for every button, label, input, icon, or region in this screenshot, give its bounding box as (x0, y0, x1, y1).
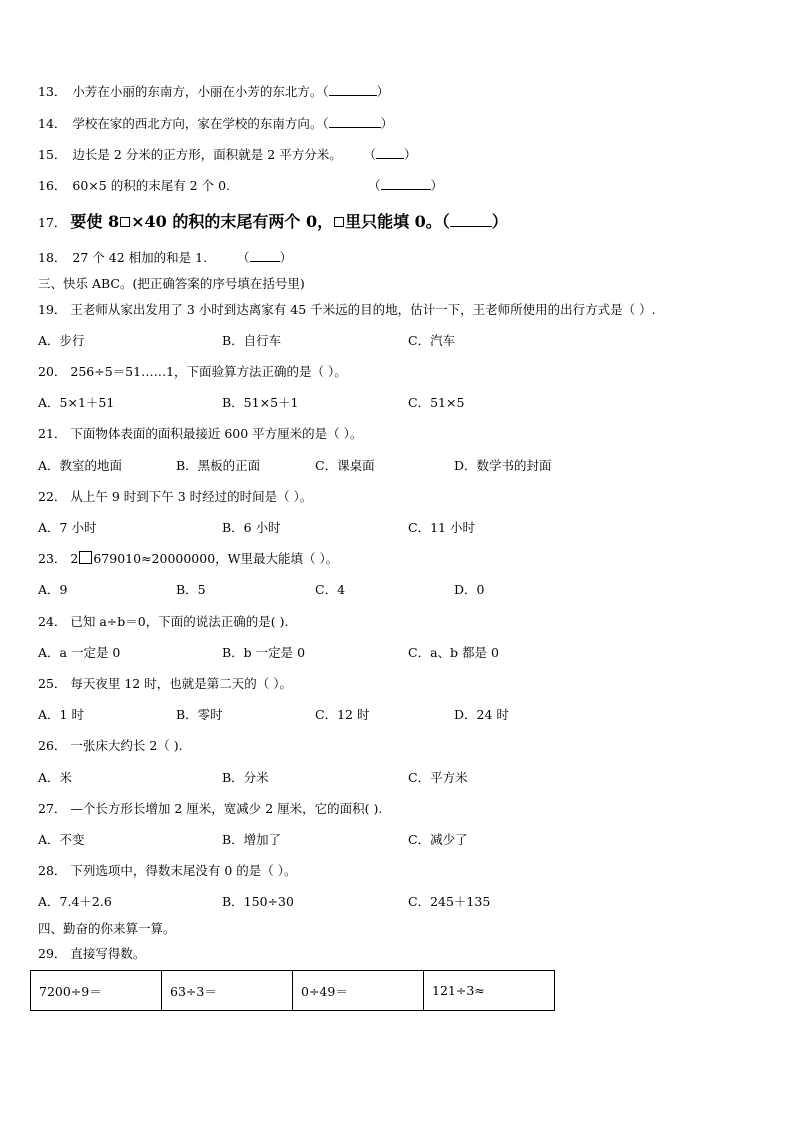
question-21-stem: 21． 下面物体表面的面积最接近 600 平方厘米的是（ ）。 (38, 426, 363, 441)
bracket-close: ） (376, 84, 390, 99)
option-b[interactable]: B．增加了 (222, 832, 282, 847)
table-cell[interactable]: 7200÷9＝ (31, 971, 162, 1011)
option-a[interactable]: A．7.4＋2.6 (38, 894, 112, 909)
table-cell[interactable]: 63÷3＝ (162, 971, 293, 1011)
question-23-stem (38, 551, 338, 567)
square-box-icon (79, 551, 92, 564)
question-text-mid: ×40 的积的末尾有两个 0， (131, 212, 334, 231)
question-text: 小芳在小丽的东南方，小丽在小芳的东北方。（ (72, 84, 329, 99)
option-a[interactable]: A．1 时 (38, 707, 84, 722)
answer-blank[interactable] (376, 146, 404, 159)
table-row (31, 971, 555, 1011)
option-a[interactable]: A．不变 (38, 832, 85, 847)
option-b[interactable]: B．零时 (176, 707, 223, 722)
bracket-close: ） (491, 212, 508, 231)
question-text: 60×5 的积的末尾有 2 个 0. (72, 178, 231, 193)
option-a[interactable]: A．步行 (38, 333, 85, 348)
option-c[interactable]: C．课桌面 (315, 458, 375, 473)
option-c[interactable]: C．减少了 (408, 832, 468, 847)
square-box-icon (120, 217, 130, 227)
question-13 (38, 83, 389, 100)
option-c[interactable]: C．平方米 (408, 770, 468, 785)
question-15 (38, 146, 417, 163)
answer-blank[interactable] (450, 212, 492, 227)
section-heading: 四、勤奋的你来算一算。 (38, 921, 176, 936)
option-b[interactable]: B．自行车 (222, 333, 282, 348)
bracket-close: ） (430, 178, 444, 193)
option-a[interactable]: A．米 (38, 770, 73, 785)
question-text-pre: 要使 8 (70, 212, 120, 231)
bracket-open: （ (369, 147, 376, 162)
option-d[interactable]: D．0 (454, 582, 485, 597)
option-b[interactable]: B．5 (176, 582, 206, 597)
option-a[interactable]: A．教室的地面 (38, 458, 123, 473)
option-a[interactable]: A．5×1＋51 (38, 395, 115, 410)
option-a[interactable]: A．9 (38, 582, 68, 597)
option-c[interactable]: C．51×5 (408, 395, 465, 410)
bracket-close: ） (403, 147, 417, 162)
question-29-stem: 29． 直接写得数。 (38, 946, 146, 961)
question-text: 边长是 2 分米的正方形，面积就是 2 平方分米。 (72, 147, 342, 162)
option-b[interactable]: B．6 小时 (222, 520, 281, 535)
calculation-table (30, 970, 555, 1011)
option-b[interactable]: B．51×5＋1 (222, 395, 299, 410)
question-text: 学校在家的西北方向，家在学校的东南方向。（ (72, 116, 329, 131)
bracket-open: （ (237, 250, 250, 265)
question-text-post: 里只能填 0。（ (345, 212, 450, 231)
question-number: 18． (38, 250, 67, 265)
question-25-stem: 25． 每天夜里 12 时，也就是第二天的（ ）。 (38, 676, 292, 691)
option-b[interactable]: B．分米 (222, 770, 269, 785)
bracket-open: （ (368, 178, 381, 193)
option-d[interactable]: D．24 时 (454, 707, 509, 722)
option-c[interactable]: C．245＋135 (408, 894, 491, 909)
option-c[interactable]: C．汽车 (408, 333, 456, 348)
question-18 (38, 249, 292, 266)
question-14 (38, 115, 393, 132)
question-number: 13． (38, 84, 67, 99)
option-d[interactable]: D．数学书的封面 (454, 458, 552, 473)
option-c[interactable]: C．a、b 都是 0 (408, 645, 499, 660)
question-17 (38, 212, 508, 233)
question-28-stem: 28． 下列选项中，得数末尾没有 0 的是（ ）。 (38, 863, 297, 878)
table-cell[interactable]: 121÷3≈ (424, 971, 555, 1011)
question-number: 17． (38, 215, 67, 230)
answer-blank[interactable] (250, 249, 280, 262)
bracket-close: ） (380, 116, 394, 131)
option-b[interactable]: B．黑板的正面 (176, 458, 261, 473)
option-c[interactable]: C．11 小时 (408, 520, 475, 535)
option-b[interactable]: B．150÷30 (222, 894, 294, 909)
answer-blank[interactable] (329, 83, 377, 96)
question-27-stem: 27． —个长方形长增加 2 厘米，宽减少 2 厘米，它的面积( ). (38, 801, 383, 816)
question-number: 15． (38, 147, 67, 162)
square-box-icon (334, 217, 344, 227)
question-20-stem: 20． 256÷5＝51……1，下面验算方法正确的是（ ）。 (38, 364, 347, 379)
question-text: 27 个 42 相加的和是 1. (72, 250, 208, 265)
question-text-post: 679010≈20000000，W里最大能填（ ）。 (93, 551, 339, 566)
question-26-stem: 26． 一张床大约长 2（ ). (38, 738, 183, 753)
option-c[interactable]: C．4 (315, 582, 346, 597)
table-cell[interactable]: 0÷49＝ (293, 971, 424, 1011)
section-heading: 三、快乐 ABC。(把正确答案的序号填在括号里) (38, 276, 305, 291)
question-number: 14． (38, 116, 67, 131)
answer-blank[interactable] (381, 177, 431, 190)
question-16 (38, 177, 443, 194)
question-22-stem: 22． 从上午 9 时到下午 3 时经过的时间是（ ）。 (38, 489, 313, 504)
question-number: 16． (38, 178, 67, 193)
question-19-stem: 19． 王老师从家出发用了 3 小时到达离家有 45 千米远的目的地，估计一下，王老师所使用的出行方式是（ ）. (38, 302, 656, 317)
bracket-close: ） (279, 250, 293, 265)
question-24-stem: 24． 已知 a÷b＝0，下面的说法正确的是( ). (38, 614, 289, 629)
answer-blank[interactable] (329, 115, 381, 128)
option-a[interactable]: A．7 小时 (38, 520, 97, 535)
question-text-pre: 23． 2 (38, 551, 79, 566)
option-c[interactable]: C．12 时 (315, 707, 370, 722)
option-a[interactable]: A．a 一定是 0 (38, 645, 121, 660)
option-b[interactable]: B．b 一定是 0 (222, 645, 306, 660)
